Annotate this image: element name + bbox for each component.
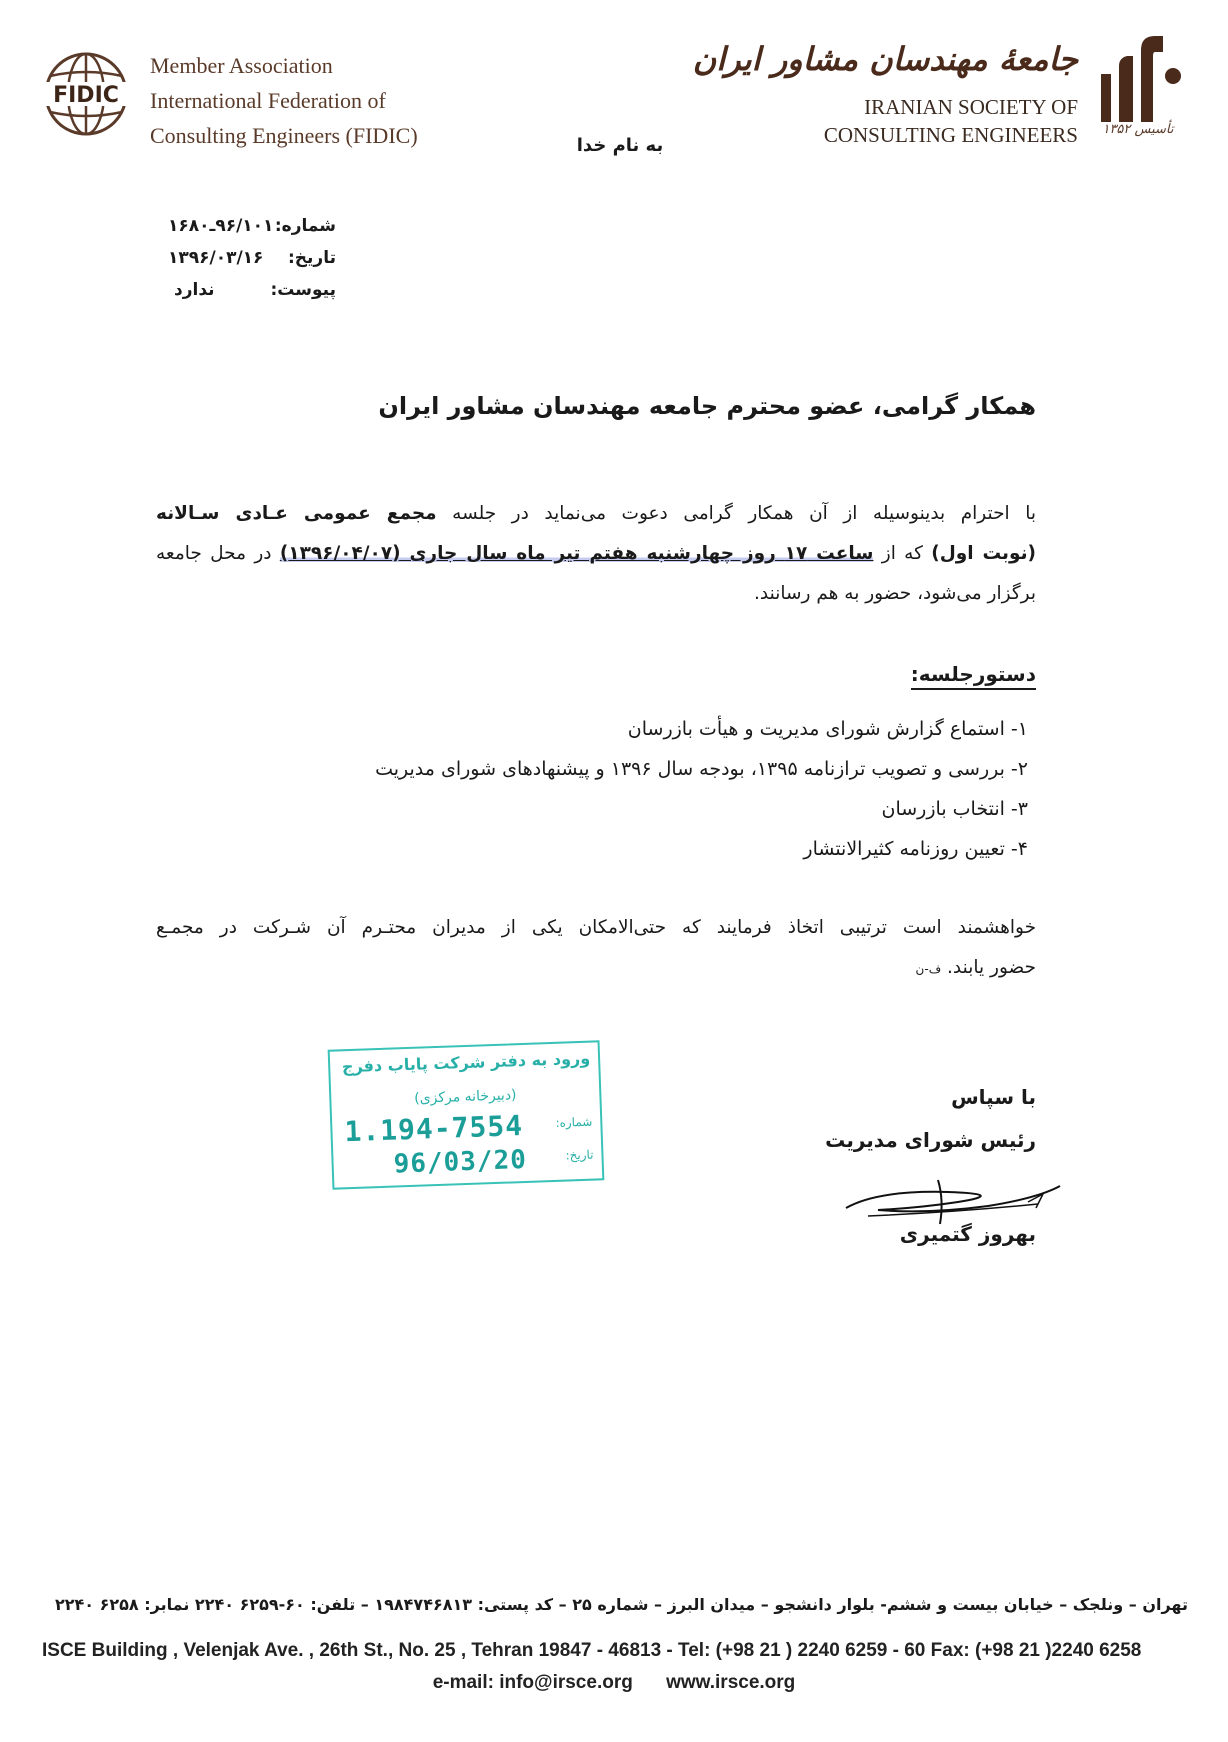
- agenda-item: ۲- بررسی و تصویب ترازنامه ۱۳۹۵، بودجه سال ۱۳۹۶ و پیشنهادهای شورای مدیریت: [375, 758, 1028, 780]
- reference-attachment: [168, 280, 336, 306]
- isce-en-line-1: IRANIAN SOCIETY OF: [864, 95, 1078, 119]
- signer-title: رئیس شورای مدیریت: [825, 1128, 1036, 1152]
- reference-attachment-value: ندارد: [174, 280, 215, 300]
- stamp-date-value: 96/03/20: [393, 1144, 528, 1180]
- reference-number-value: ۹۶/۱۰۱ـ۱۶۸۰: [168, 216, 274, 236]
- stamp-number-label: شماره:: [555, 1114, 593, 1130]
- footer-address-english: ISCE Building , Velenjak Ave. , 26th St., No. 25 , Tehran 19847 - 46813 - Tel: (+98 21 ) 2240 6259 - 60 Fax: (+98 21 )2240 6258: [42, 1640, 1142, 1661]
- stamp-number-value: 1.194-7554: [343, 1109, 524, 1149]
- letter-salutation: همکار گرامی، عضو محترم جامعه مهندسان مشاور ایران: [378, 392, 1036, 420]
- fidic-line-2: International Federation of: [150, 88, 386, 113]
- reference-date-label: تاریخ:: [288, 248, 336, 268]
- closing-thanks: با سپاس: [951, 1085, 1036, 1109]
- request-text-2: حضور یابند.: [947, 957, 1036, 978]
- isce-en-line-2: CONSULTING ENGINEERS: [823, 123, 1078, 147]
- invitation-paragraph: [156, 494, 1036, 614]
- assembly-type: مجمع عمومی عـادی سـالانه: [156, 503, 437, 524]
- fidic-logo-text: FIDIC: [53, 83, 119, 108]
- bismillah-heading: به نام خدا: [576, 135, 664, 156]
- isce-founded-year: تأسیس ۱۳۵۲: [1102, 122, 1174, 137]
- agenda-title: دستورجلسه:: [911, 662, 1036, 690]
- invitation-text-2d: در محل جامعه: [156, 543, 280, 564]
- fidic-line-3: Consulting Engineers (FIDIC): [150, 123, 418, 148]
- receipt-stamp: [328, 1040, 605, 1189]
- request-line-2: [156, 948, 1036, 989]
- typist-initials: ف-ن: [915, 962, 942, 976]
- signer-name: بهروز گتمیری: [899, 1222, 1036, 1246]
- isce-name-english: [824, 93, 1078, 149]
- agenda-item: ۳- انتخاب بازرسان: [881, 798, 1028, 820]
- fidic-line-1: Member Association: [150, 53, 333, 78]
- invitation-line-1: [156, 494, 1036, 534]
- agenda-item: ۴- تعیین روزنامه کثیرالانتشار: [803, 838, 1028, 860]
- reference-date-value: ۱۳۹۶/۰۳/۱۶: [168, 248, 264, 268]
- fidic-description: [150, 48, 418, 153]
- session-round: (نوبت اول): [931, 543, 1036, 564]
- reference-number: [168, 216, 336, 242]
- invitation-text-2b: که از: [873, 543, 932, 564]
- footer-contacts: [0, 1672, 1228, 1694]
- fidic-logo: [40, 44, 132, 146]
- invitation-line-2: [156, 534, 1036, 574]
- footer-email[interactable]: e-mail: info@irsce.org: [432, 1672, 633, 1693]
- agenda-item: ۱- استماع گزارش شورای مدیریت و هیأت بازرسان: [627, 718, 1028, 740]
- request-paragraph: [156, 908, 1036, 989]
- meeting-datetime: ساعت ۱۷ روز چهارشنبه هفتم تیر ماه سال جاری (۱۳۹۶/۰۴/۰۷): [279, 543, 874, 564]
- request-line-1: خواهشمند است ترتیبی اتخاذ فرمایند که حتی‌الامکان یکی از مدیران محتـرم آن شـرکت در مجمـع: [156, 917, 1036, 938]
- reference-date: [168, 248, 336, 274]
- isce-name-persian: جامعهٔ مهندسان مشاور ایران: [692, 40, 1078, 78]
- footer-website[interactable]: www.irsce.org: [666, 1672, 796, 1693]
- stamp-line-2: (دبیرخانه مرکزی): [413, 1087, 517, 1107]
- stamp-line-1: ورود به دفتر شرکت پایاب دفرج: [341, 1048, 591, 1077]
- stamp-date-label: تاریخ:: [565, 1147, 594, 1163]
- footer-address-persian: تهران – ونلجک – خیابان بیست و ششم- بلوار دانشجو – میدان البرز – شماره ۲۵ – کد پستی: ۱۹۸۴۷۴۶۸۱۳ – تلفن: ۶۰-۶۲۵۹ ۲۲۴۰ نمابر: ۶۲۵۸ ۲۲۴۰: [54, 1595, 1188, 1614]
- reference-number-label: شماره:: [274, 216, 336, 236]
- invitation-text-1a: با احترام بدینوسیله از آن همکار گرامی دعوت می‌نماید در جلسه: [436, 503, 1036, 524]
- reference-attachment-label: پیوست:: [270, 280, 336, 300]
- invitation-line-3: برگزار می‌شود، حضور به هم رسانند.: [754, 583, 1036, 604]
